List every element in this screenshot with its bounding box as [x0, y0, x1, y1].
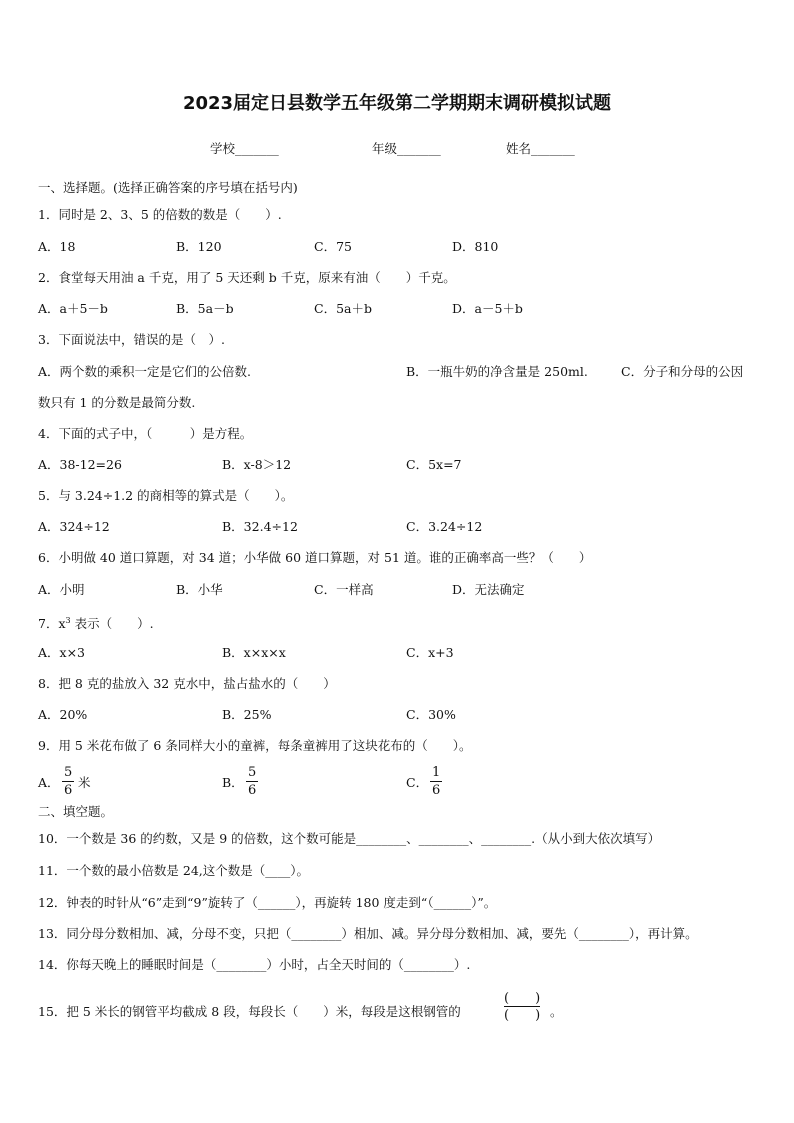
q9-option-c-label: C． [406, 775, 429, 790]
q15-end: 。 [550, 1004, 563, 1019]
grade-field: 年级_______ [372, 141, 441, 156]
q1-option-a: A．18 [38, 239, 76, 254]
school-field: 学校_______ [210, 141, 279, 156]
q1-stem: 1．同时是 2、3、5 的倍数的数是（ ）. [38, 207, 282, 222]
q2-option-c: C．5a＋b [314, 301, 372, 316]
q1-option-b: B．120 [176, 239, 222, 254]
q7-option-c: C．x+3 [406, 645, 454, 660]
q9-stem: 9．用 5 米花布做了 6 条同样大小的童裤，每条童裤用了这块花布的（ ）。 [38, 738, 472, 753]
section-choice-heading: 一、选择题。(选择正确答案的序号填在括号内) [38, 180, 298, 195]
q4-option-a: A．38-12=26 [38, 457, 122, 472]
q7-stem: 7．$x^3$ 表示（ ）. [38, 616, 154, 632]
q1-option-d: D．810 [452, 239, 499, 254]
q10-stem: 10．一个数是 36 的约数，又是 9 的倍数，这个数可能是________、________、________.（从小到大依次填写） [38, 831, 661, 846]
q6-option-a: A．小明 [38, 582, 85, 597]
q2-stem: 2．食堂每天用油 a 千克，用了 5 天还剩 b 千克，原来有油（ ）千克。 [38, 270, 456, 285]
q5-stem: 5．与 3.24÷1.2 的商相等的算式是（ ）。 [38, 488, 294, 503]
q7-exponent: 3 [65, 616, 71, 625]
name-field: 姓名_______ [506, 141, 575, 156]
q3-stem: 3．下面说法中，错误的是（ ）. [38, 332, 225, 347]
q2-option-a: A．a＋5－b [38, 301, 108, 316]
q1-option-c: C．75 [314, 239, 352, 254]
q6-option-b: B．小华 [176, 582, 223, 597]
q8-option-a: A．20% [38, 707, 88, 722]
q14-stem: 14．你每天晚上的睡眠时间是（________）小时，占全天时间的（________）. [38, 957, 471, 972]
q12-stem: 12．钟表的时针从“6”走到“9”旋转了（______），再旋转 180 度走到“（______）”。 [38, 895, 497, 910]
q15-fraction: ( ) ( ) [504, 991, 541, 1023]
q15-stem: 15．把 5 米长的钢管平均截成 8 段，每段长（ ）米，每段是这根钢管的 [38, 1004, 461, 1019]
q7-option-a: A．x×3 [38, 645, 86, 660]
q8-option-b: B．25% [222, 707, 272, 722]
q13-stem: 13．同分母分数相加、减，分母不变，只把（________）相加、减。异分母分数相加、减，要先（________），再计算。 [38, 926, 698, 941]
q3-option-c: C．分子和分母的公因 [621, 364, 744, 379]
q11-stem: 11．一个数的最小倍数是 24,这个数是（____）。 [38, 863, 310, 878]
q4-option-c: C．5x=7 [406, 457, 462, 472]
section-fill-heading: 二、填空题。 [38, 804, 114, 819]
q6-stem: 6．小明做 40 道口算题，对 34 道；小华做 60 道口算题，对 51 道。谁的正确率高一些？（ ） [38, 550, 592, 565]
q3-option-b: B．一瓶牛奶的净含量是 250ml. [406, 364, 588, 379]
q5-option-a: A．324÷12 [38, 519, 110, 534]
q2-option-b: B．5a－b [176, 301, 234, 316]
q5-option-c: C．3.24÷12 [406, 519, 483, 534]
q4-option-b: B．x-8＞12 [222, 457, 292, 472]
q8-option-c: C．30% [406, 707, 456, 722]
q5-option-b: B．32.4÷12 [222, 519, 298, 534]
q9-option-a-unit: 米 [78, 775, 91, 790]
q9-option-b-label: B． [222, 775, 244, 790]
q8-stem: 8．把 8 克的盐放入 32 克水中，盐占盐水的（ ） [38, 676, 336, 691]
q9-option-b-fraction: $\frac{5}{6}$ [248, 765, 257, 798]
q7-option-b: B．x×x×x [222, 645, 286, 660]
page-title: 2023届定日县数学五年级第二学期期末调研模拟试题 [182, 93, 612, 114]
q3-option-c-continued: 数只有 1 的分数是最简分数. [38, 395, 196, 410]
q3-option-a: A．两个数的乘积一定是它们的公倍数. [38, 364, 252, 379]
q4-stem: 4．下面的式子中，（ ）是方程。 [38, 426, 253, 441]
q9-option-c-fraction: $\frac{1}{6}$ [432, 765, 441, 798]
q2-option-d: D．a－5＋b [452, 301, 523, 316]
q9-option-a-fraction: $\frac{5}{6}$ [64, 765, 73, 798]
q9-option-a-label: A． [38, 775, 60, 790]
q6-option-d: D．无法确定 [452, 582, 525, 597]
q6-option-c: C．一样高 [314, 582, 374, 597]
